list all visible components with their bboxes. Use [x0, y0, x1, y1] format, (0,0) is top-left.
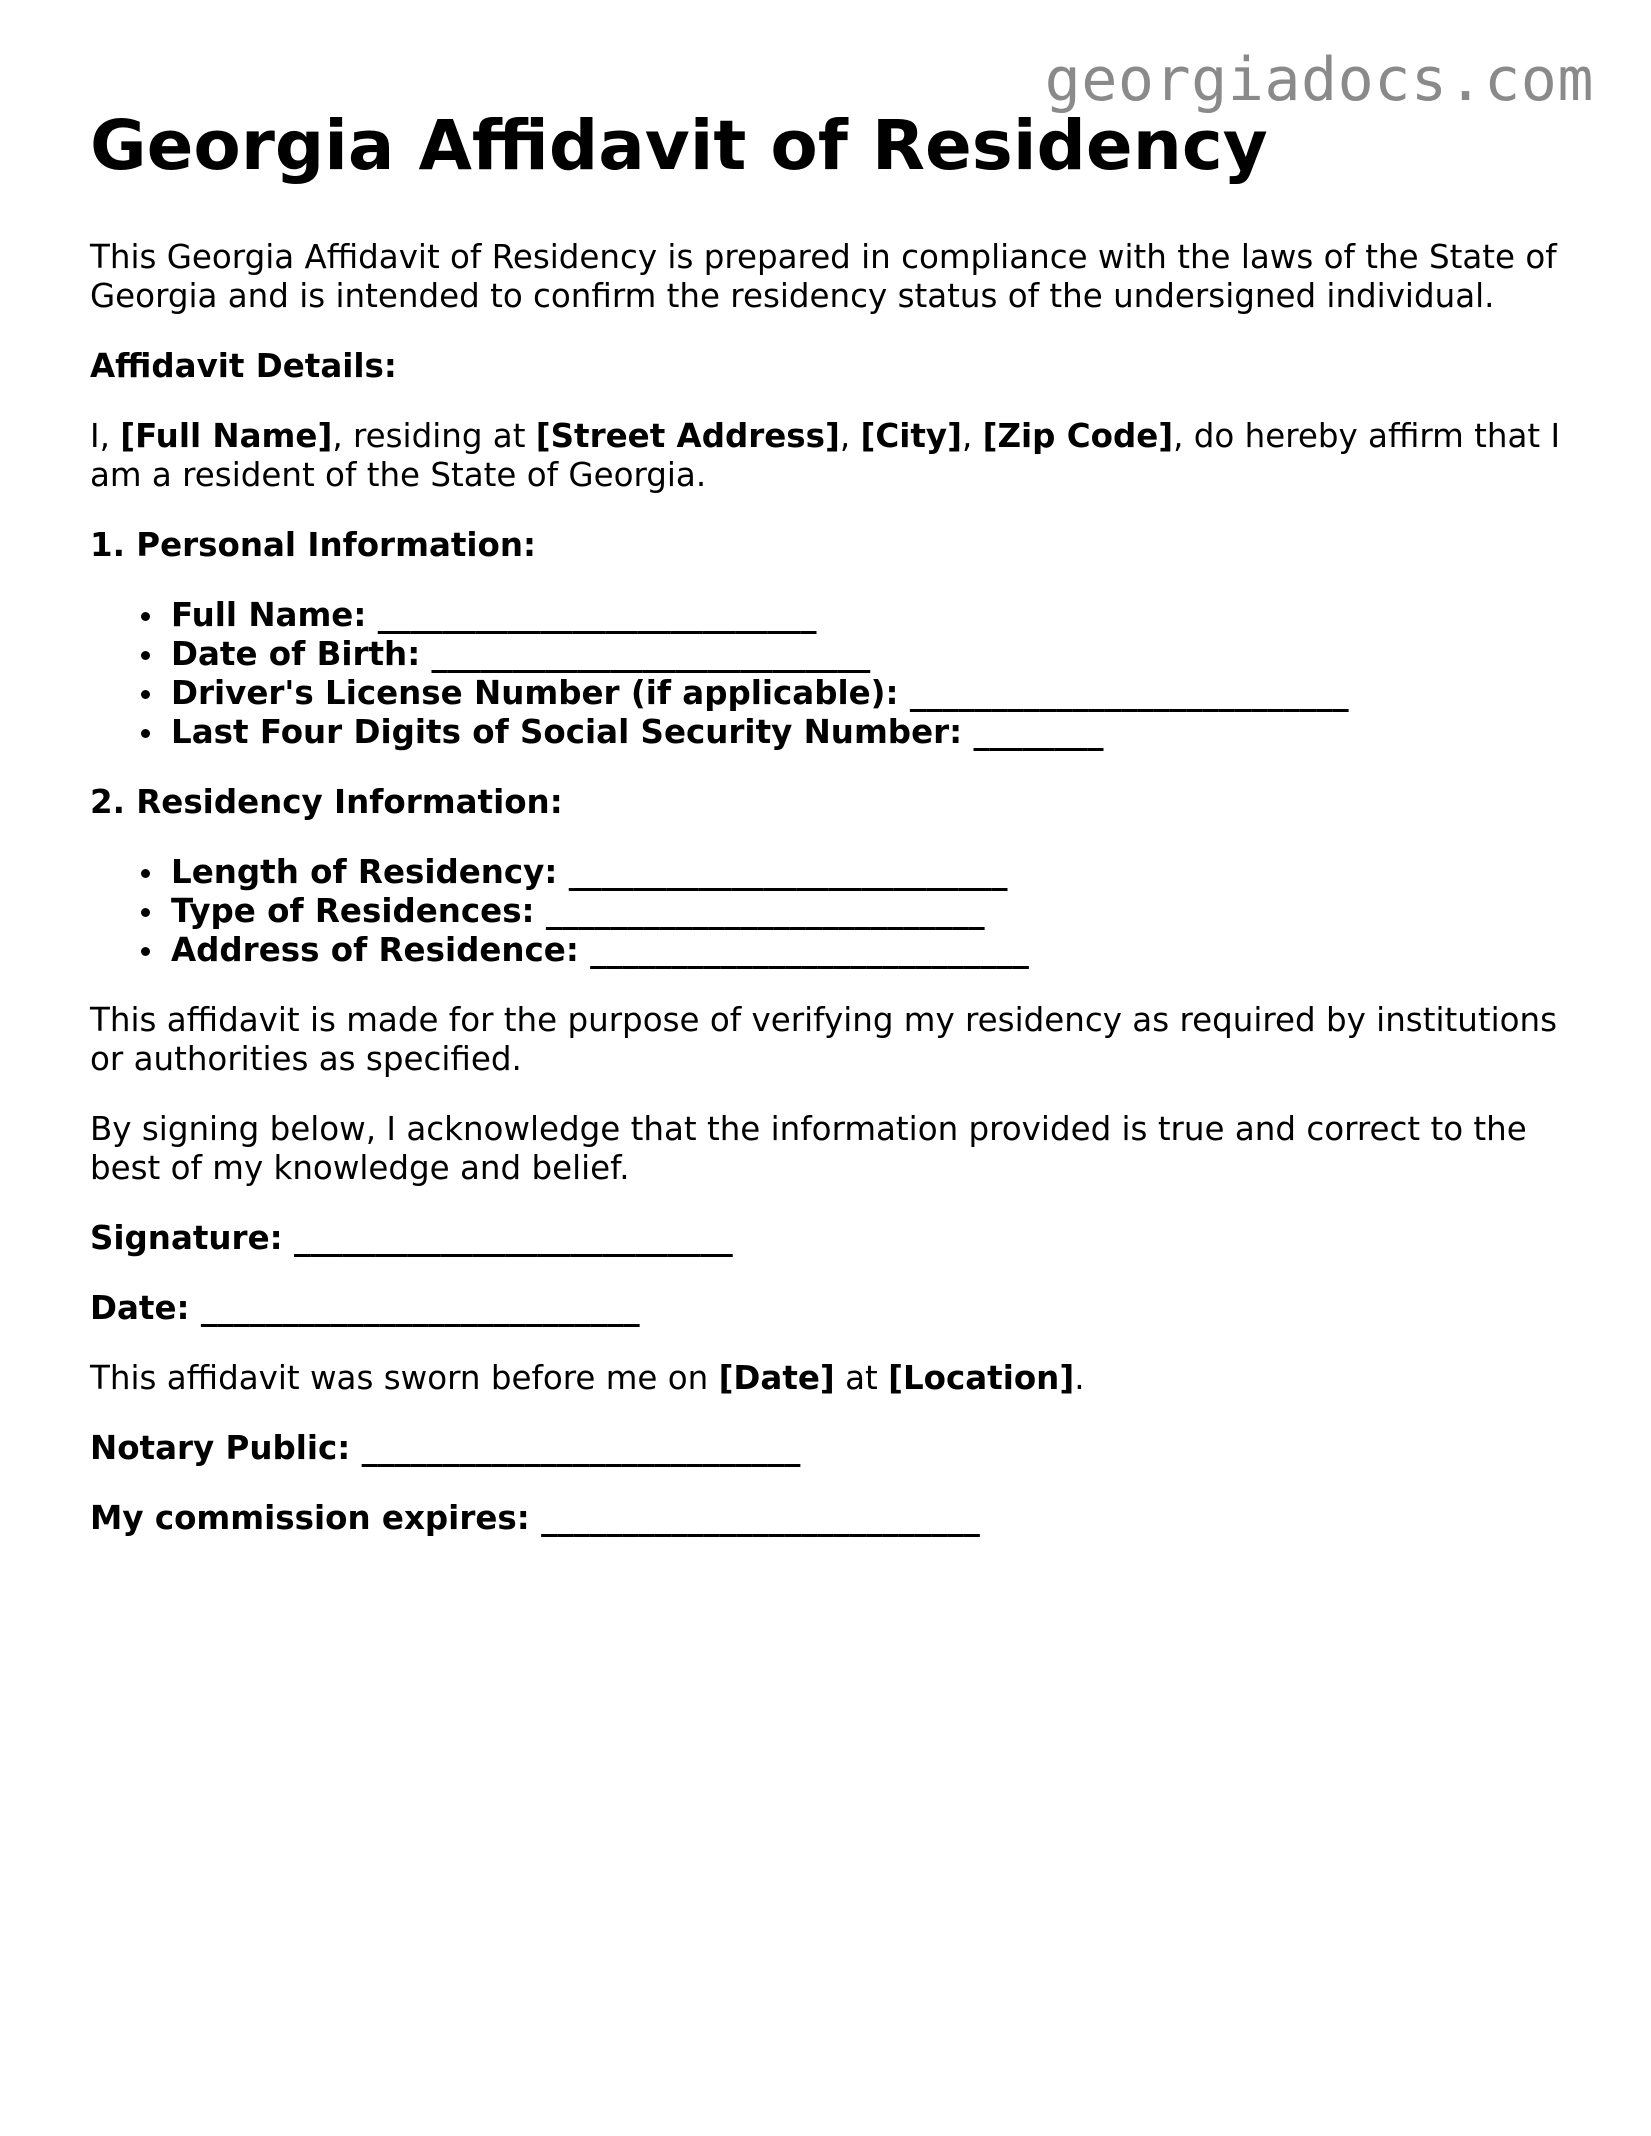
affirmation-text: ,: [961, 417, 983, 455]
list-item-drivers-license: [171, 674, 1570, 713]
signature-line: [90, 1219, 1570, 1258]
residency-info-list: [90, 853, 1570, 970]
list-item-address-of-residence: [171, 931, 1570, 970]
personal-info-list: [90, 596, 1570, 752]
field-label: Address of Residence:: [171, 931, 579, 969]
field-label: Last Four Digits of Social Security Number:: [171, 713, 963, 751]
details-heading: Affidavit Details:: [90, 347, 397, 385]
field-label: Type of Residences:: [171, 892, 535, 930]
blank-line[interactable]: ___________________________: [431, 635, 871, 673]
affirmation-text: I,: [90, 417, 121, 455]
blank-line[interactable]: ___________________________: [590, 931, 1029, 969]
purpose-paragraph: This affidavit is made for the purpose of verifying my residency as required by institutions or authorities as specified.: [90, 1001, 1558, 1078]
field-label: Length of Residency:: [171, 853, 558, 891]
list-item-ssn-last-four: [171, 713, 1570, 752]
field-label: Full Name:: [171, 596, 367, 634]
field-label: Driver's License Number (if applicable):: [171, 674, 899, 712]
city-placeholder: [City]: [860, 417, 962, 455]
affirmation-text: , do hereby affirm that I am a resident of the State of Georgia.: [90, 417, 1561, 494]
commission-line: [90, 1499, 1570, 1538]
section-heading-residency: 2. Residency Information:: [90, 783, 563, 821]
date-blank[interactable]: ___________________________: [200, 1289, 640, 1327]
notary-line: [90, 1429, 1570, 1468]
commission-label: My commission expires:: [90, 1499, 530, 1537]
street-address-placeholder: [Street Address]: [535, 417, 840, 455]
section-heading-personal: 1. Personal Information:: [90, 526, 537, 564]
sworn-location-placeholder: [Location]: [888, 1359, 1075, 1397]
blank-line[interactable]: ___________________________: [545, 892, 985, 930]
sworn-date-placeholder: [Date]: [718, 1359, 835, 1397]
document-body: [90, 238, 1570, 1569]
list-item-date-of-birth: [171, 635, 1570, 674]
sworn-text: at: [834, 1359, 889, 1397]
signature-label: Signature:: [90, 1219, 283, 1257]
affirmation-text: , residing at: [332, 417, 536, 455]
acknowledge-paragraph: By signing below, I acknowledge that the information provided is true and correct to the best of my knowledge and belief.: [90, 1110, 1527, 1187]
date-line: [90, 1289, 1570, 1328]
date-label: Date:: [90, 1289, 190, 1327]
notary-label: Notary Public:: [90, 1429, 351, 1467]
sworn-text: .: [1074, 1359, 1085, 1397]
blank-line[interactable]: ___________________________: [909, 674, 1349, 712]
blank-line[interactable]: ___________________________: [568, 853, 1008, 891]
notary-blank[interactable]: ___________________________: [361, 1429, 801, 1467]
commission-blank[interactable]: ___________________________: [541, 1499, 980, 1537]
zip-code-placeholder: [Zip Code]: [982, 417, 1174, 455]
field-label: Date of Birth:: [171, 635, 421, 673]
blank-line[interactable]: ________: [973, 713, 1104, 751]
sworn-text: This affidavit was sworn before me on: [90, 1359, 719, 1397]
full-name-placeholder: [Full Name]: [120, 417, 333, 455]
intro-paragraph: This Georgia Affidavit of Residency is prepared in compliance with the laws of the State of Georgia and is intended to confirm the residency status of the undersigned individual.: [90, 238, 1557, 315]
affirmation-text: ,: [839, 417, 861, 455]
list-item-full-name: [171, 596, 1570, 635]
sworn-paragraph: [90, 1359, 1570, 1398]
signature-blank[interactable]: ___________________________: [293, 1219, 733, 1257]
blank-line[interactable]: ___________________________: [377, 596, 817, 634]
list-item-length-of-residency: [171, 853, 1570, 892]
list-item-type-of-residences: [171, 892, 1570, 931]
watermark: georgiadocs.com: [1044, 45, 1594, 115]
affirmation-paragraph: [90, 417, 1570, 495]
page-title: Georgia Affidavit of Residency: [90, 106, 1268, 186]
